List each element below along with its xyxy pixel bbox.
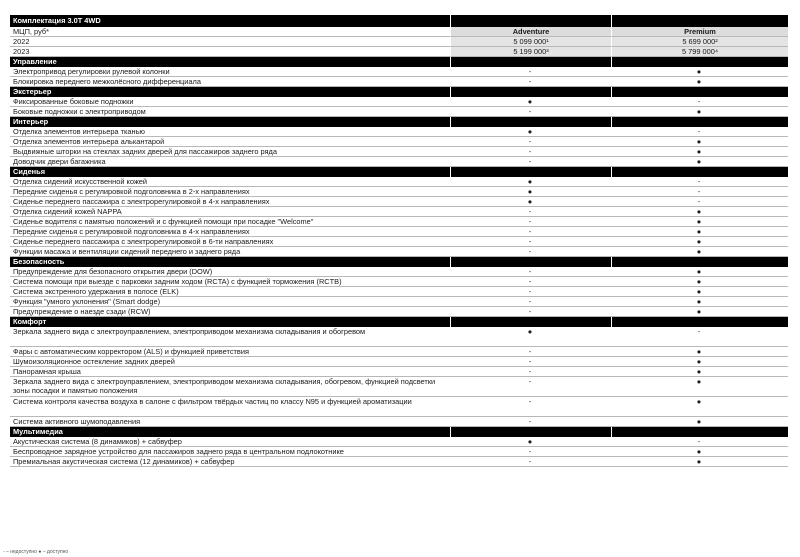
feature-label: Панорамная крыша [10,367,450,377]
availability-premium: - [610,197,788,207]
feature-label: Беспроводное зарядное устройство для пассажиров заднего ряда в центральном подлокотнике [10,447,450,457]
feature-row [10,247,788,257]
section-spacer [611,427,788,437]
availability-adventure: - [450,217,610,227]
availability-premium: - [610,127,788,137]
availability-adventure: - [450,417,610,427]
availability-adventure: - [450,287,610,297]
availability-premium: ● [610,297,788,307]
section-title: Интерьер [13,117,49,126]
availability-premium: - [610,97,788,107]
availability-premium: ● [610,357,788,367]
availability-adventure: - [450,307,610,317]
feature-label: Система помощи при выезде с парковки задним ходом (RCTA) с функцией торможения (RCTB) [10,277,450,287]
feature-label: Предупреждение для безопасного открытия двери (DOW) [10,267,450,277]
section-header [10,427,788,437]
feature-row [10,367,788,377]
feature-row [10,457,788,467]
section-spacer [450,317,611,327]
feature-label: Выдвижные шторки на стеклах задних дверей для пассажиров заднего ряда [10,147,450,157]
column-adventure: Adventure [450,27,611,37]
feature-label: Сиденье переднего пассажира с электрорегулировкой в 4-х направлениях [10,197,450,207]
availability-premium: ● [610,157,788,167]
price-row [10,37,788,47]
availability-adventure: - [450,157,610,167]
availability-adventure: ● [450,437,610,447]
feature-row [10,347,788,357]
availability-adventure: - [450,237,610,247]
section-header [10,57,788,67]
price-year: 2022 [10,37,450,47]
feature-label: Доводчик двери багажника [10,157,450,167]
price-adventure: 5 099 000¹ [450,37,611,47]
availability-premium: - [610,177,788,187]
feature-row [10,77,788,87]
section-spacer [611,167,788,177]
section-title: Мультимедиа [13,427,63,436]
availability-premium: - [610,437,788,447]
section-spacer [611,57,788,67]
feature-row [10,297,788,307]
feature-label: Сиденье водителя с памятью положений и с функцией помощи при посадке "Welcome" [10,217,450,227]
availability-premium: ● [610,447,788,457]
section-header [10,257,788,267]
feature-row [10,127,788,137]
availability-adventure: - [450,137,610,147]
availability-premium: ● [610,247,788,257]
sections-container [10,57,788,467]
availability-adventure: - [450,277,610,287]
spec-table [10,15,788,467]
availability-adventure: - [450,367,610,377]
section-title: Управление [13,57,57,66]
feature-label: Зеркала заднего вида с электроуправлением, электроприводом механизма складывания и обогревом [10,327,450,347]
availability-adventure: - [450,147,610,157]
feature-row [10,287,788,297]
feature-label: Шумоизоляционное остекление задних дверей [10,357,450,367]
availability-premium: ● [610,237,788,247]
feature-row [10,397,788,417]
availability-adventure: - [450,67,610,77]
feature-label: Электропривод регулировки рулевой колонки [10,67,450,77]
price-year: 2023 [10,47,450,57]
section-title: Экстерьер [13,87,52,96]
feature-label: Функция "умного уклонения" (Smart dodge) [10,297,450,307]
section-header [10,117,788,127]
feature-row [10,147,788,157]
section-spacer [611,317,788,327]
feature-label: Отделка сидений кожей NAPPA [10,207,450,217]
price-label: МЦП, руб* [10,27,450,37]
column-header-row [10,27,788,37]
availability-premium: ● [610,217,788,227]
section-header [10,317,788,327]
feature-row [10,237,788,247]
price-row [10,47,788,57]
price-premium: 5 699 000² [611,37,788,47]
availability-premium: ● [610,77,788,87]
availability-adventure: - [450,207,610,217]
feature-label: Отделка элементов интерьера тканью [10,127,450,137]
section-spacer [450,257,611,267]
availability-adventure: - [450,267,610,277]
availability-adventure: - [450,77,610,87]
availability-premium: ● [610,377,788,397]
section-title: Сиденья [13,167,46,176]
feature-row [10,197,788,207]
feature-row [10,267,788,277]
feature-label: Зеркала заднего вида с электроуправлением, электроприводом механизма складывания, обогревом, функцией подсветки зоны посадки и памятью положения [10,377,450,397]
availability-premium: ● [610,67,788,77]
feature-row [10,277,788,287]
feature-row [10,97,788,107]
availability-premium: - [610,187,788,197]
feature-row [10,437,788,447]
availability-adventure: - [450,377,610,397]
feature-label: Сиденье переднего пассажира с электрорегулировкой в 6-ти направлениях [10,237,450,247]
feature-row [10,107,788,117]
availability-premium: ● [610,347,788,357]
availability-adventure: - [450,397,610,417]
availability-premium: - [610,327,788,347]
price-premium: 5 799 000⁴ [611,47,788,57]
availability-premium: ● [610,227,788,237]
feature-label: Предупреждение о наезде сзади (RCW) [10,307,450,317]
section-spacer [611,257,788,267]
availability-premium: ● [610,277,788,287]
feature-label: Боковые подножки с электроприводом [10,107,450,117]
availability-adventure: - [450,447,610,457]
feature-row [10,357,788,367]
availability-premium: ● [610,137,788,147]
section-spacer [450,117,611,127]
section-spacer [611,117,788,127]
availability-adventure: - [450,347,610,357]
availability-adventure: ● [450,197,610,207]
availability-adventure: - [450,247,610,257]
section-spacer [450,167,611,177]
availability-adventure: ● [450,187,610,197]
table-header [10,15,788,27]
feature-label: Блокировка переднего межколёсного дифференциала [10,77,450,87]
feature-row [10,177,788,187]
availability-premium: ● [610,287,788,297]
section-spacer [611,87,788,97]
feature-row [10,207,788,217]
availability-premium: ● [610,307,788,317]
availability-premium: ● [610,457,788,467]
availability-adventure: - [450,297,610,307]
feature-row [10,307,788,317]
feature-label: Система контроля качества воздуха в салоне с фильтром твёрдых частиц по классу N95 и функцией ароматизации [10,397,450,417]
availability-adventure: ● [450,327,610,347]
availability-adventure: ● [450,97,610,107]
price-adventure: 5 199 000³ [450,47,611,57]
header-spacer [450,15,611,27]
feature-label: Функции масажа и вентиляции сидений переднего и заднего ряда [10,247,450,257]
feature-row [10,227,788,237]
section-header [10,167,788,177]
section-header [10,87,788,97]
section-spacer [450,57,611,67]
availability-adventure: - [450,357,610,367]
feature-label: Акустическая система (8 динамиков) + сабвуфер [10,437,450,447]
availability-premium: ● [610,397,788,417]
feature-label: Отделка элементов интерьера алькантарой [10,137,450,147]
feature-row [10,187,788,197]
feature-row [10,157,788,167]
availability-adventure: - [450,457,610,467]
feature-row [10,67,788,77]
feature-row [10,417,788,427]
legend: - – недоступно ● – доступно [3,549,69,555]
table-title: Комплектация 3.0T 4WD [13,16,101,25]
feature-label: Отделка сидений искусственной кожей [10,177,450,187]
section-title: Комфорт [13,317,47,326]
feature-row [10,447,788,457]
column-premium: Premium [611,27,788,37]
availability-premium: ● [610,207,788,217]
feature-label: Премиальная акустическая система (12 динамиков) + сабвуфер [10,457,450,467]
availability-adventure: ● [450,177,610,187]
section-spacer [450,87,611,97]
feature-label: Система экстренного удержания в полосе (ELK) [10,287,450,297]
feature-row [10,137,788,147]
header-spacer [611,15,788,27]
availability-adventure: - [450,107,610,117]
feature-label: Передние сиденья с регулировкой подголовника в 4-х направлениях [10,227,450,237]
feature-row [10,377,788,397]
section-title: Безопасность [13,257,65,266]
feature-label: Фиксированные боковые подножки [10,97,450,107]
availability-premium: ● [610,107,788,117]
availability-premium: ● [610,367,788,377]
availability-adventure: ● [450,127,610,137]
section-spacer [450,427,611,437]
availability-premium: ● [610,417,788,427]
feature-row [10,217,788,227]
availability-premium: ● [610,267,788,277]
availability-adventure: - [450,227,610,237]
availability-premium: ● [610,147,788,157]
feature-row [10,327,788,347]
feature-label: Передние сиденья с регулировкой подголовника в 2-х направлениях [10,187,450,197]
feature-label: Система активного шумоподавления [10,417,450,427]
feature-label: Фары с автоматическим корректором (ALS) и функцией приветствия [10,347,450,357]
